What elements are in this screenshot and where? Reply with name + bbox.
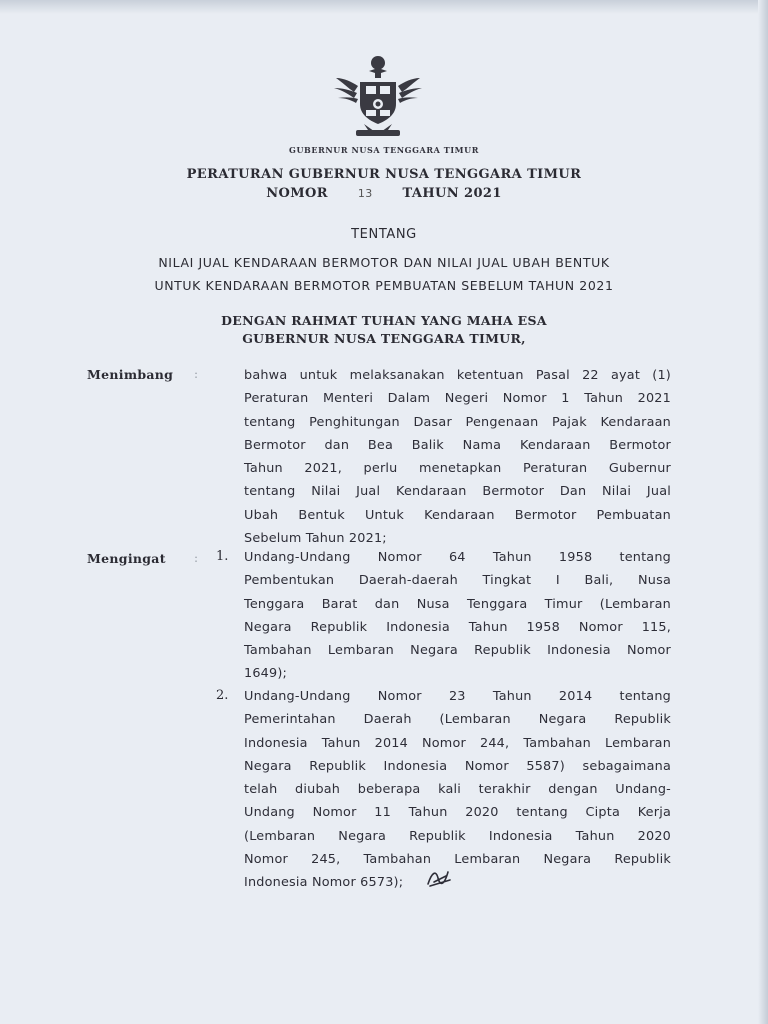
item-number: 1.: [216, 549, 229, 564]
garuda-emblem-icon: [330, 48, 426, 140]
text-line: telah diubah beberapa kali terakhir dengan Undang-: [244, 782, 671, 798]
text-line: Ubah Bentuk Untuk Kendaraan Bermotor Pembuatan: [244, 507, 671, 523]
text-line: Peraturan Menteri Dalam Negeri Nomor 1 Tahun 2021: [244, 391, 671, 407]
text-line: 1649);: [244, 666, 288, 682]
year-label: TAHUN 2021: [402, 186, 502, 201]
menimbang-label: Menimbang: [87, 367, 174, 382]
text-line: Indonesia Nomor 6573);: [244, 875, 404, 891]
text-line: Negara Republik Indonesia Nomor 5587) sebagaimana: [244, 758, 671, 774]
blessing-line: DENGAN RAHMAT TUHAN YANG MAHA ESA: [221, 313, 547, 328]
mengingat-item-2: [244, 685, 671, 895]
subject-line: UNTUK KENDARAAN BERMOTOR PEMBUATAN SEBELUM TAHUN 2021: [154, 278, 614, 293]
text-line: Sebelum Tahun 2021;: [244, 531, 387, 547]
number-label: NOMOR: [266, 186, 328, 201]
subject-line: NILAI JUAL KENDARAAN BERMOTOR DAN NILAI JUAL UBAH BENTUK: [158, 255, 610, 270]
text-line: bahwa untuk melaksanakan ketentuan Pasal 22 ayat (1): [244, 368, 671, 383]
office-header: GUBERNUR NUSA TENGGARA TIMUR: [289, 145, 479, 155]
text-line: Undang Nomor 11 Tahun 2020 tentang Cipta Kerja: [244, 805, 671, 821]
mengingat-item-1: [244, 546, 671, 686]
text-line: Undang-Undang Nomor 23 Tahun 2014 tentang: [244, 689, 671, 704]
text-line: Tahun 2021, perlu menetapkan Peraturan Gubernur: [244, 461, 671, 477]
text-line: tentang Penghitungan Dasar Pengenaan Pajak Kendaraan: [244, 414, 671, 430]
paraf-signature-icon: [424, 866, 454, 890]
item-number: 2.: [216, 688, 229, 703]
number-value: 13: [357, 187, 373, 200]
menimbang-colon: :: [194, 367, 199, 381]
text-line: (Lembaran Negara Republik Indonesia Tahun 2020: [244, 828, 671, 844]
text-line: Pembentukan Daerah-daerah Tingkat I Bali, Nusa: [244, 573, 671, 589]
text-line: Pemerintahan Daerah (Lembaran Negara Republik: [244, 712, 671, 728]
scan-edge-top: [0, 0, 768, 14]
tentang-heading: TENTANG: [351, 227, 417, 242]
mengingat-label: Mengingat: [87, 551, 166, 566]
regulation-subject: [0, 251, 768, 297]
menimbang-paragraph: [244, 364, 671, 550]
text-line: tentang Nilai Jual Kendaraan Bermotor Dan Nilai Jual: [244, 484, 671, 500]
mengingat-colon: :: [194, 551, 199, 565]
regulation-title: PERATURAN GUBERNUR NUSA TENGGARA TIMUR: [186, 167, 582, 182]
blessing-block: [0, 312, 768, 348]
text-line: Indonesia Tahun 2014 Nomor 244, Tambahan Lembaran: [244, 735, 671, 751]
text-line: Undang-Undang Nomor 64 Tahun 1958 tentang: [244, 550, 671, 565]
text-line: Negara Republik Indonesia Tahun 1958 Nomor 115,: [244, 619, 671, 635]
regulation-number: [0, 186, 768, 201]
blessing-line: GUBERNUR NUSA TENGGARA TIMUR,: [242, 331, 526, 346]
text-line: Bermotor dan Bea Balik Nama Kendaraan Bermotor: [244, 437, 671, 453]
text-line: Tenggara Barat dan Nusa Tenggara Timur (Lembaran: [244, 596, 671, 612]
text-line: Tambahan Lembaran Negara Republik Indonesia Nomor: [244, 643, 671, 659]
text-line: Nomor 245, Tambahan Lembaran Negara Republik: [244, 852, 671, 868]
